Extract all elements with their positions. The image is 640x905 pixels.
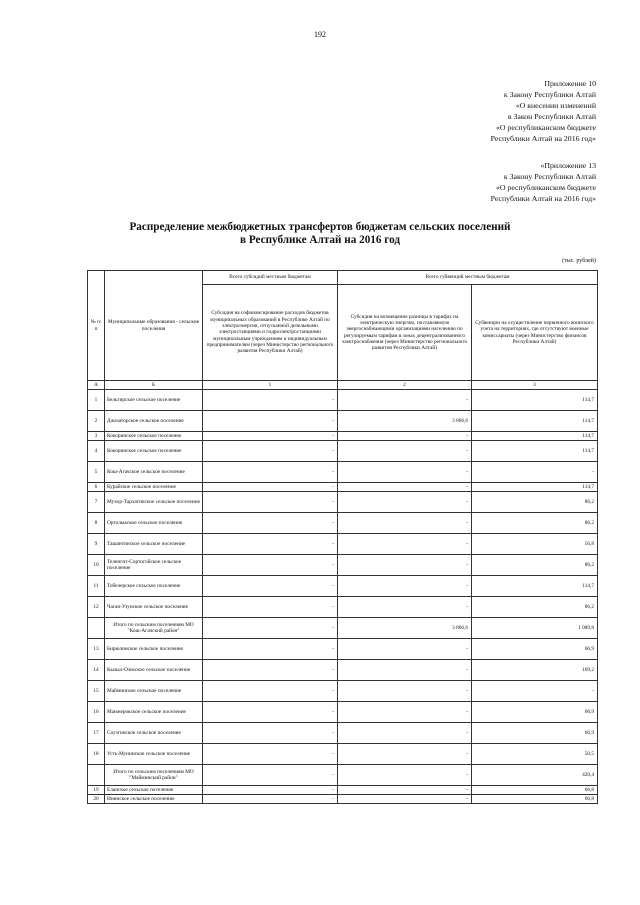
row-value-col1: -: [203, 462, 338, 483]
row-value-col2: -: [338, 660, 472, 681]
row-value-col3: 66,9: [472, 723, 598, 744]
row-value-col2: -: [338, 744, 472, 765]
appendix-line: «О республиканском бюджете: [495, 183, 596, 192]
appendix-line: Республики Алтай на 2016 год»: [490, 134, 596, 143]
transfers-table: [87, 270, 598, 804]
row-value-col2: -: [338, 702, 472, 723]
appendix-line: «Приложение 13: [540, 161, 596, 170]
row-value-col2: -: [338, 795, 472, 804]
row-name: Кош-Агачское сельское поселение: [105, 462, 203, 483]
row-name: Бельтирское сельское поселение: [105, 390, 203, 411]
row-name: Манжерокское сельское поселение: [105, 702, 203, 723]
row-number: 13: [88, 639, 105, 660]
table-row: [88, 441, 598, 462]
row-name: Еланское сельское поселение: [105, 786, 203, 795]
row-number: 3: [88, 432, 105, 441]
row-number: 20: [88, 795, 105, 804]
index-cell: А: [88, 381, 105, 390]
row-name: Кокоринское сельское поселение: [105, 432, 203, 441]
row-value-col3: 114,7: [472, 483, 598, 492]
row-value-col1: -: [203, 765, 338, 786]
table-row: [88, 534, 598, 555]
row-name: Итого по сельским поселениям МО "Майминский район": [105, 765, 203, 786]
appendix-line: к Закону Республики Алтай: [503, 172, 596, 181]
row-number: 11: [88, 576, 105, 597]
table-row: [88, 462, 598, 483]
row-value-col2: -: [338, 534, 472, 555]
table-row: [88, 795, 598, 804]
row-number: 12: [88, 597, 105, 618]
appendix-line: «О внесении изменений: [515, 101, 596, 110]
table-row: [88, 639, 598, 660]
row-value-col1: -: [203, 492, 338, 513]
row-value-col1: -: [203, 597, 338, 618]
row-name: Усть-Мунинское сельское поселение: [105, 744, 203, 765]
document-title: [0, 221, 640, 247]
row-value-col3: 114,7: [472, 432, 598, 441]
row-value-col3: 66,8: [472, 795, 598, 804]
row-value-col2: -: [338, 441, 472, 462]
row-value-col1: -: [203, 786, 338, 795]
row-value-col2: -: [338, 786, 472, 795]
row-value-col1: -: [203, 411, 338, 432]
row-name: Майминское сельское поселение: [105, 681, 203, 702]
units-label: (тыс. рублей): [562, 258, 596, 264]
header-group-subventions: Всего субвенций местным бюджетам: [338, 271, 598, 285]
row-name: Ортолыкское сельское поселение: [105, 513, 203, 534]
document-title-line: Распределение межбюджетных трансфертов бюджетам сельских поселений: [129, 221, 511, 233]
table-row: [88, 483, 598, 492]
row-value-col1: -: [203, 681, 338, 702]
row-name: Мухор-Тархатинское сельское поселение: [105, 492, 203, 513]
row-value-col3: 114,7: [472, 411, 598, 432]
row-number: 19: [88, 786, 105, 795]
header-col-3: Субвенции на осуществление первичного воинского учета на территориях, где отсутствуют военные комиссариаты (через Министерство финансов Республики Алтай): [472, 285, 598, 381]
row-value-col2: -: [338, 681, 472, 702]
row-value-col1: -: [203, 390, 338, 411]
row-value-col1: -: [203, 723, 338, 744]
row-value-col3: 56,8: [472, 534, 598, 555]
header-num: № п/п: [88, 271, 105, 381]
row-name: Чаган-Узунское сельское поселение: [105, 597, 203, 618]
row-value-col3: 86,2: [472, 513, 598, 534]
table-row: [88, 492, 598, 513]
row-value-col2: -: [338, 462, 472, 483]
row-number: 2: [88, 411, 105, 432]
row-number: [88, 765, 105, 786]
row-value-col3: 1 089,8: [472, 618, 598, 639]
row-value-col1: -: [203, 576, 338, 597]
row-number: 15: [88, 681, 105, 702]
table-row: [88, 744, 598, 765]
row-number: 9: [88, 534, 105, 555]
index-cell: 2: [338, 381, 472, 390]
row-value-col2: -: [338, 432, 472, 441]
row-value-col2: -: [338, 597, 472, 618]
row-name: Соузгинское сельское поселение: [105, 723, 203, 744]
row-value-col3: 66,9: [472, 639, 598, 660]
row-value-col3: 114,7: [472, 390, 598, 411]
row-value-col2: -: [338, 723, 472, 744]
row-value-col1: -: [203, 639, 338, 660]
header-col-2: Субсидия на возмещение разницы в тарифах на электрическую энергию, поставляемую энергоснабжающими организациями населению по регулируемым тарифам в зонах децентрализованного электроснабжения (через Министерство регионального развития Республики Алтай): [338, 285, 472, 381]
row-name: Кызыл-Озекское сельское поселение: [105, 660, 203, 681]
table-row: [88, 681, 598, 702]
table-row: [88, 786, 598, 795]
row-value-col1: -: [203, 534, 338, 555]
row-value-col1: -: [203, 513, 338, 534]
header-group-subsidies: Всего субсидий местным бюджетам: [203, 271, 338, 285]
row-value-col1: -: [203, 555, 338, 576]
table-body: [88, 390, 598, 804]
table-row: [88, 660, 598, 681]
index-cell: 3: [472, 381, 598, 390]
index-cell: 1: [203, 381, 338, 390]
row-value-col1: -: [203, 483, 338, 492]
row-number: 14: [88, 660, 105, 681]
row-value-col3: -: [472, 462, 598, 483]
row-value-col3: -: [472, 681, 598, 702]
row-name: Тобелерское сельское поселение: [105, 576, 203, 597]
row-name: Ташантинское сельское поселение: [105, 534, 203, 555]
row-value-col1: -: [203, 744, 338, 765]
row-number: 8: [88, 513, 105, 534]
row-value-col3: 420,4: [472, 765, 598, 786]
appendix-line: «О республиканском бюджете: [495, 123, 596, 132]
row-value-col1: -: [203, 618, 338, 639]
row-number: 4: [88, 441, 105, 462]
header-name: Муниципальные образования - сельские поселения: [105, 271, 203, 381]
appendix-current-reference: [491, 78, 596, 144]
row-name: Теленгит-Сортогойское сельское поселение: [105, 555, 203, 576]
row-name: Джазаторское сельское поселение: [105, 411, 203, 432]
row-name: Бирюлинское сельское поселение: [105, 639, 203, 660]
appendix-line: Республики Алтай на 2016 год»: [490, 194, 596, 203]
table-row: [88, 576, 598, 597]
row-number: 5: [88, 462, 105, 483]
row-value-col1: -: [203, 795, 338, 804]
row-name: Итого по сельским поселениям МО "Кош-Агачский район": [105, 618, 203, 639]
page-number: 192: [314, 30, 326, 39]
row-value-col2: -: [338, 483, 472, 492]
table-row: [88, 513, 598, 534]
row-value-col2: -: [338, 492, 472, 513]
row-value-col2: -: [338, 765, 472, 786]
row-number: 6: [88, 483, 105, 492]
row-value-col3: 114,7: [472, 441, 598, 462]
row-value-col2: 3 866,6: [338, 618, 472, 639]
row-number: 18: [88, 744, 105, 765]
row-name: Кокоринское сельское поселение: [105, 441, 203, 462]
row-value-col3: 50,5: [472, 744, 598, 765]
row-number: 16: [88, 702, 105, 723]
table-row: [88, 702, 598, 723]
row-value-col1: -: [203, 702, 338, 723]
row-value-col3: 86,2: [472, 555, 598, 576]
row-value-col3: 86,2: [472, 597, 598, 618]
row-value-col3: 66,8: [472, 786, 598, 795]
document-title-line: в Республике Алтай на 2016 год: [239, 234, 401, 246]
table-row: [88, 432, 598, 441]
row-value-col2: -: [338, 390, 472, 411]
index-cell: Б: [105, 381, 203, 390]
appendix-original-reference: [491, 160, 596, 204]
appendix-line: Приложение 10: [544, 79, 596, 88]
row-number: 10: [88, 555, 105, 576]
table-row: [88, 597, 598, 618]
row-value-col3: 114,7: [472, 576, 598, 597]
appendix-line: к Закону Республики Алтай: [503, 90, 596, 99]
table-row: [88, 555, 598, 576]
table-row: [88, 390, 598, 411]
table-row: [88, 411, 598, 432]
row-value-col2: -: [338, 513, 472, 534]
row-name: Ининское сельское поселение: [105, 795, 203, 804]
row-number: [88, 618, 105, 639]
row-value-col3: 66,9: [472, 702, 598, 723]
row-value-col2: -: [338, 576, 472, 597]
table-total-row: [88, 765, 598, 786]
row-value-col2: -: [338, 555, 472, 576]
row-value-col2: 3 866,6: [338, 411, 472, 432]
row-value-col2: -: [338, 639, 472, 660]
row-number: 7: [88, 492, 105, 513]
row-value-col3: 86,2: [472, 492, 598, 513]
row-name: Курайское сельское поселение: [105, 483, 203, 492]
table-total-row: [88, 618, 598, 639]
row-value-col1: -: [203, 441, 338, 462]
appendix-line: в Закон Республики Алтай: [507, 112, 596, 121]
row-value-col3: 169,2: [472, 660, 598, 681]
row-number: 1: [88, 390, 105, 411]
row-value-col1: -: [203, 432, 338, 441]
row-value-col1: -: [203, 660, 338, 681]
header-col-1: Субсидия на софинансирование расходов бюджетов муниципальных образований в Республике Алтай по электроэнергии, отпускаемой дизельными электростанциями и гидроэлектростанциями муниципальным учреждениям и индивидуальным предпринимателям (через Министерство регионального развития Республики Алтай): [203, 285, 338, 381]
table-row: [88, 723, 598, 744]
row-number: 17: [88, 723, 105, 744]
